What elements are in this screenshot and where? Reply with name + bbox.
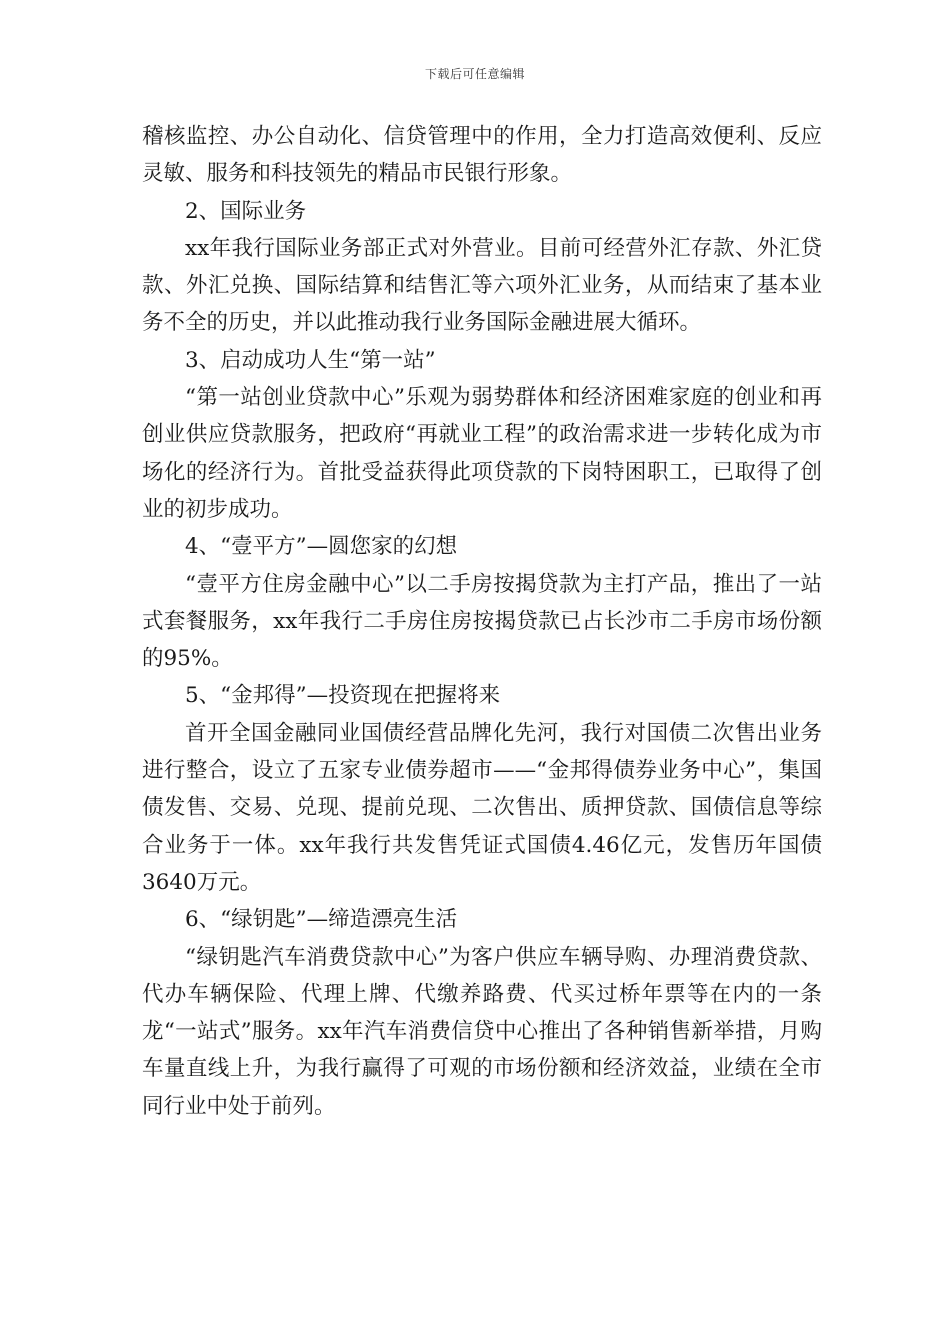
paragraph-green-key: “绿钥匙汽车消费贷款中心”为客户供应车辆导购、办理消费贷款、代办车辆保险、代理上牌、代缴养路费、代买过桥年票等在内的一条龙“一站式”服务。xx年汽车消费信贷中心推出了各种销售新举措，月购车量直线上升，为我行赢得了可观的市场份额和经济效益，业绩在全市同行业中处于前列。 <box>142 944 822 1119</box>
document-body <box>142 118 822 1125</box>
page-header: 下载后可任意编辑 <box>424 67 525 81</box>
heading-jinbangde: 5、“金邦得”—投资现在把握将来 <box>185 683 501 709</box>
paragraph-jinbangde: 首开全国金融同业国债经营品牌化先河，我行对国债二次售出业务进行整合，设立了五家专业债券超市——“金邦得债券业务中心”，集国债发售、交易、兑现、提前兑现、二次售出、质押贷款、国债信息等综合业务于一体。xx年我行共发售凭证式国债4.46亿元，发售历年国债3640万元。 <box>142 720 822 895</box>
heading-one-square: 4、“壹平方”—圆您家的幻想 <box>185 534 458 560</box>
paragraph-continued-intro: 稽核监控、办公自动化、信贷管理中的作用，全力打造高效便利、反应灵敏、服务和科技领先的精品市民银行形象。 <box>142 124 822 187</box>
heading-international-business: 2、国际业务 <box>185 198 307 224</box>
paragraph-international-business: xx年我行国际业务部正式对外营业。目前可经营外汇存款、外汇贷款、外汇兑换、国际结算和结售汇等六项外汇业务，从而结束了基本业务不全的历史，并以此推动我行业务国际金融进展大循环。 <box>142 235 822 336</box>
heading-green-key: 6、“绿钥匙”—缔造漂亮生活 <box>185 907 458 933</box>
paragraph-first-station: “第一站创业贷款中心”乐观为弱势群体和经济困难家庭的创业和再创业供应贷款服务，把政府“再就业工程”的政治需求进一步转化成为市场化的经济行为。首批受益获得此项贷款的下岗特困职工，已取得了创业的初步成功。 <box>142 385 822 522</box>
heading-first-station: 3、启动成功人生“第一站” <box>185 347 436 373</box>
paragraph-one-square: “壹平方住房金融中心”以二手房按揭贷款为主打产品，推出了一站式套餐服务，xx年我行二手房住房按揭贷款已占长沙市二手房市场份额的95%。 <box>142 571 822 672</box>
